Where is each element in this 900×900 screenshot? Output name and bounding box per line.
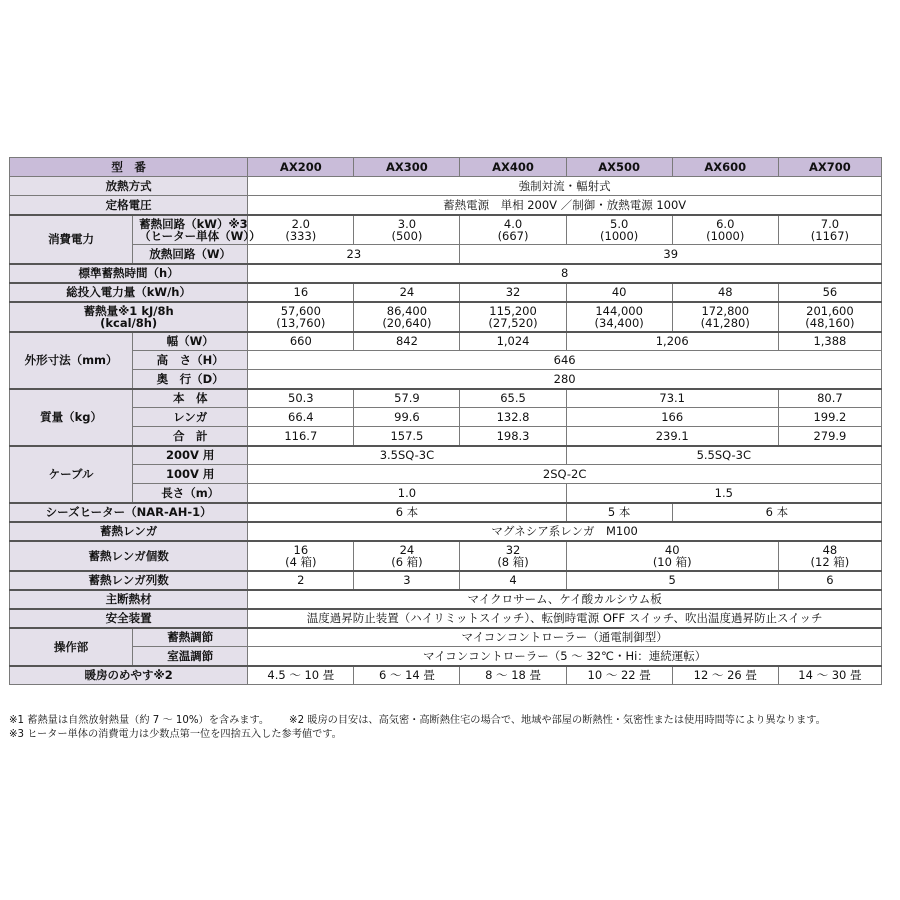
value: (6 箱)	[391, 554, 423, 569]
table-row	[10, 446, 882, 465]
value: (4 箱)	[285, 554, 317, 569]
value: (27,520)	[488, 315, 538, 330]
mass-total-label: 合 計	[133, 427, 248, 446]
mass-brick-value: 199.2	[778, 408, 881, 427]
heating-guide-value: 8 ～ 18 畳	[460, 666, 566, 685]
value: 48	[822, 542, 838, 557]
value: 40	[664, 542, 680, 557]
total-input-value: 24	[354, 283, 460, 302]
cable-length-value: 1.5	[566, 484, 881, 503]
table-row	[10, 571, 882, 590]
power-storage-cell	[672, 215, 778, 245]
value: 5.0	[610, 216, 629, 231]
heating-guide-value: 12 ～ 26 畳	[672, 666, 778, 685]
heating-guide-value: 6 ～ 14 畳	[354, 666, 460, 685]
cable-200v-label: 200V 用	[133, 446, 248, 465]
width-value: 1,024	[460, 332, 566, 351]
mass-brick-value: 66.4	[248, 408, 354, 427]
mass-body-value: 57.9	[354, 389, 460, 408]
spec-table	[9, 157, 882, 685]
value: (41,280)	[700, 315, 750, 330]
model-header-label: 型 番	[10, 158, 248, 177]
cable-100v-label: 100V 用	[133, 465, 248, 484]
value: (667)	[497, 228, 529, 243]
table-row	[10, 628, 882, 647]
brick-rows-value: 5	[566, 571, 778, 590]
cable-100v-value: 2SQ-2C	[248, 465, 882, 484]
voltage-value: 蓄熱電源 単相 200V ／制御・放熱電源 100V	[248, 196, 882, 215]
value: 86,400	[386, 303, 428, 318]
mass-brick-label: レンガ	[133, 408, 248, 427]
width-value: 1,388	[778, 332, 881, 351]
value: (12 箱)	[810, 554, 850, 569]
mass-body-value: 65.5	[460, 389, 566, 408]
footnote-line	[9, 714, 891, 728]
value: 115,200	[489, 303, 537, 318]
storage-adjust-value: マイコンコントローラー（通電制御型）	[248, 628, 882, 647]
table-row	[10, 302, 882, 332]
power-release-value: 39	[460, 245, 882, 264]
model-ax400: AX400	[460, 158, 566, 177]
row-label-safety: 安全装置	[10, 609, 248, 628]
total-input-value: 16	[248, 283, 354, 302]
table-row	[10, 666, 882, 685]
mass-body-label: 本 体	[133, 389, 248, 408]
brick-count-cell	[354, 541, 460, 571]
row-label-mass: 質量（kg）	[10, 389, 133, 446]
room-adjust-value: マイコンコントローラー（5 ～ 32℃・Hi：連続運転）	[248, 647, 882, 666]
value: 4.0	[503, 216, 523, 231]
power-storage-label-1: 蓄熱回路（kW）※3	[139, 216, 248, 231]
brick-rows-value: 6	[778, 571, 881, 590]
table-row	[10, 609, 882, 628]
brick-rows-value: 2	[248, 571, 354, 590]
row-label-brick-count: 蓄熱レンガ個数	[10, 541, 248, 571]
mass-brick-value: 99.6	[354, 408, 460, 427]
footnote-line	[9, 728, 891, 742]
power-storage-cell	[566, 215, 672, 245]
table-row	[10, 427, 882, 446]
mass-brick-value: 166	[566, 408, 778, 427]
brick-count-cell	[778, 541, 881, 571]
value: (1167)	[810, 228, 850, 243]
value: (13,760)	[276, 315, 326, 330]
width-value: 1,206	[566, 332, 778, 351]
mass-body-value: 50.3	[248, 389, 354, 408]
brick-count-cell	[248, 541, 354, 571]
table-row	[10, 408, 882, 427]
heat-storage-cell	[248, 302, 354, 332]
row-label-total-input: 総投入電力量（kW/h）	[10, 283, 248, 302]
value: (333)	[285, 228, 317, 243]
row-label-heating-guide: 暖房のめやす※2	[10, 666, 248, 685]
power-storage-cell	[778, 215, 881, 245]
value: 32	[505, 542, 521, 557]
heat-storage-unit-1: kJ/8h	[141, 303, 174, 318]
cable-200v-value: 5.5SQ-3C	[566, 446, 881, 465]
value: 172,800	[701, 303, 750, 318]
value: 7.0	[820, 216, 840, 231]
table-row	[10, 332, 882, 351]
table-row	[10, 522, 882, 541]
table-row	[10, 503, 882, 522]
model-ax200: AX200	[248, 158, 354, 177]
value: (20,640)	[382, 315, 432, 330]
footnote-1: ※1 蓄熱量は自然放射熱量（約 7 ～ 10%）を含みます。	[9, 715, 270, 726]
table-row	[10, 370, 882, 389]
width-value: 842	[354, 332, 460, 351]
table-row	[10, 215, 882, 245]
table-row	[10, 264, 882, 283]
table-row	[10, 389, 882, 408]
table-row	[10, 196, 882, 215]
footnote-2: ※2 暖房の目安は、高気密・高断熱住宅の場合で、地域や部屋の断熱性・気密性または使用時間等により異なります。	[289, 715, 826, 726]
row-label-power: 消費電力	[10, 215, 133, 264]
model-ax700: AX700	[778, 158, 881, 177]
header-row	[10, 158, 882, 177]
sheath-heater-value: 6 本	[248, 503, 566, 522]
total-input-value: 40	[566, 283, 672, 302]
mass-total-value: 279.9	[778, 427, 881, 446]
value: (1000)	[706, 228, 745, 243]
mass-total-value: 239.1	[566, 427, 778, 446]
footnotes	[9, 714, 891, 742]
heat-storage-cell	[460, 302, 566, 332]
value: 6.0	[716, 216, 735, 231]
row-label-brick-rows: 蓄熱レンガ列数	[10, 571, 248, 590]
value: (8 箱)	[497, 554, 529, 569]
value: 2.0	[291, 216, 310, 231]
heating-guide-value: 14 ～ 30 畳	[778, 666, 881, 685]
row-label-dimensions: 外形寸法（mm）	[10, 332, 133, 389]
model-ax300: AX300	[354, 158, 460, 177]
row-label-operation: 操作部	[10, 628, 133, 666]
table-row	[10, 647, 882, 666]
table-row	[10, 541, 882, 571]
power-storage-cell	[354, 215, 460, 245]
cable-length-value: 1.0	[248, 484, 566, 503]
value: (48,160)	[805, 315, 855, 330]
dimension-depth-label: 奥 行（D）	[133, 370, 248, 389]
power-storage-label-2: （ヒーター単体（W））	[139, 228, 261, 243]
power-release-value: 23	[248, 245, 460, 264]
heat-storage-cell	[672, 302, 778, 332]
table-row	[10, 283, 882, 302]
row-label-cable: ケーブル	[10, 446, 133, 503]
table-row	[10, 177, 882, 196]
brick-count-cell	[566, 541, 778, 571]
footnote-3: ※3 ヒーター単体の消費電力は少数点第一位を四捨五入した参考値です。	[9, 729, 342, 740]
brick-rows-value: 3	[354, 571, 460, 590]
mass-total-value: 198.3	[460, 427, 566, 446]
insulation-value: マイクロサーム、ケイ酸カルシウム板	[248, 590, 882, 609]
value: 144,000	[595, 303, 643, 318]
cable-length-label: 長さ（m）	[133, 484, 248, 503]
height-value: 646	[248, 351, 882, 370]
depth-value: 280	[248, 370, 882, 389]
value: 201,600	[806, 303, 854, 318]
power-storage-cell	[460, 215, 566, 245]
row-label-voltage: 定格電圧	[10, 196, 248, 215]
mass-total-value: 157.5	[354, 427, 460, 446]
row-label-sheath-heater: シーズヒーター（NAR-AH-1）	[10, 503, 248, 522]
storage-brick-value: マグネシア系レンガ M100	[248, 522, 882, 541]
room-adjust-label: 室温調節	[133, 647, 248, 666]
row-label-heat-storage	[10, 302, 248, 332]
total-input-value: 32	[460, 283, 566, 302]
storage-adjust-label: 蓄熱調節	[133, 628, 248, 647]
power-storage-label	[133, 215, 261, 245]
sheath-heater-value: 5 本	[566, 503, 672, 522]
model-ax500: AX500	[566, 158, 672, 177]
safety-value: 温度過昇防止装置（ハイリミットスイッチ）、転倒時電源 OFF スイッチ、吹出温度過昇防止スイッチ	[248, 609, 882, 628]
width-value: 660	[248, 332, 354, 351]
row-label-method: 放熱方式	[10, 177, 248, 196]
power-storage-cell	[248, 215, 354, 245]
brick-rows-value: 4	[460, 571, 566, 590]
row-label-insulation: 主断熱材	[10, 590, 248, 609]
heat-storage-cell	[566, 302, 672, 332]
sheath-heater-value: 6 本	[672, 503, 881, 522]
row-label-storage-brick: 蓄熱レンガ	[10, 522, 248, 541]
value: (1000)	[600, 228, 639, 243]
total-input-value: 48	[672, 283, 778, 302]
heat-storage-unit-2: (kcal/8h)	[100, 315, 158, 330]
table-row	[10, 465, 882, 484]
dimension-height-label: 高 さ（H）	[133, 351, 248, 370]
value: 24	[399, 542, 415, 557]
value: (34,400)	[594, 315, 644, 330]
heat-storage-cell	[354, 302, 460, 332]
mass-total-value: 116.7	[248, 427, 354, 446]
mass-body-value: 73.1	[566, 389, 778, 408]
cable-200v-value: 3.5SQ-3C	[248, 446, 566, 465]
mass-brick-value: 132.8	[460, 408, 566, 427]
mass-body-value: 80.7	[778, 389, 881, 408]
heat-storage-cell	[778, 302, 881, 332]
heating-guide-value: 4.5 ～ 10 畳	[248, 666, 354, 685]
heat-storage-label: 蓄熱量※1	[83, 303, 138, 318]
heating-guide-value: 10 ～ 22 畳	[566, 666, 672, 685]
dimension-width-label: 幅（W）	[133, 332, 248, 351]
method-value: 強制対流・輻射式	[248, 177, 882, 196]
table-row	[10, 590, 882, 609]
total-input-value: 56	[778, 283, 881, 302]
model-ax600: AX600	[672, 158, 778, 177]
value: 16	[293, 542, 309, 557]
brick-count-cell	[460, 541, 566, 571]
table-row	[10, 245, 882, 264]
value: 57,600	[280, 303, 321, 318]
row-label-standard-time: 標準蓄熱時間（h）	[10, 264, 248, 283]
value: (10 箱)	[652, 554, 692, 569]
value: (500)	[391, 228, 423, 243]
value: 3.0	[397, 216, 417, 231]
power-release-label: 放熱回路（W）	[133, 245, 248, 264]
standard-time-value: 8	[248, 264, 882, 283]
table-row	[10, 351, 882, 370]
table-row	[10, 484, 882, 503]
